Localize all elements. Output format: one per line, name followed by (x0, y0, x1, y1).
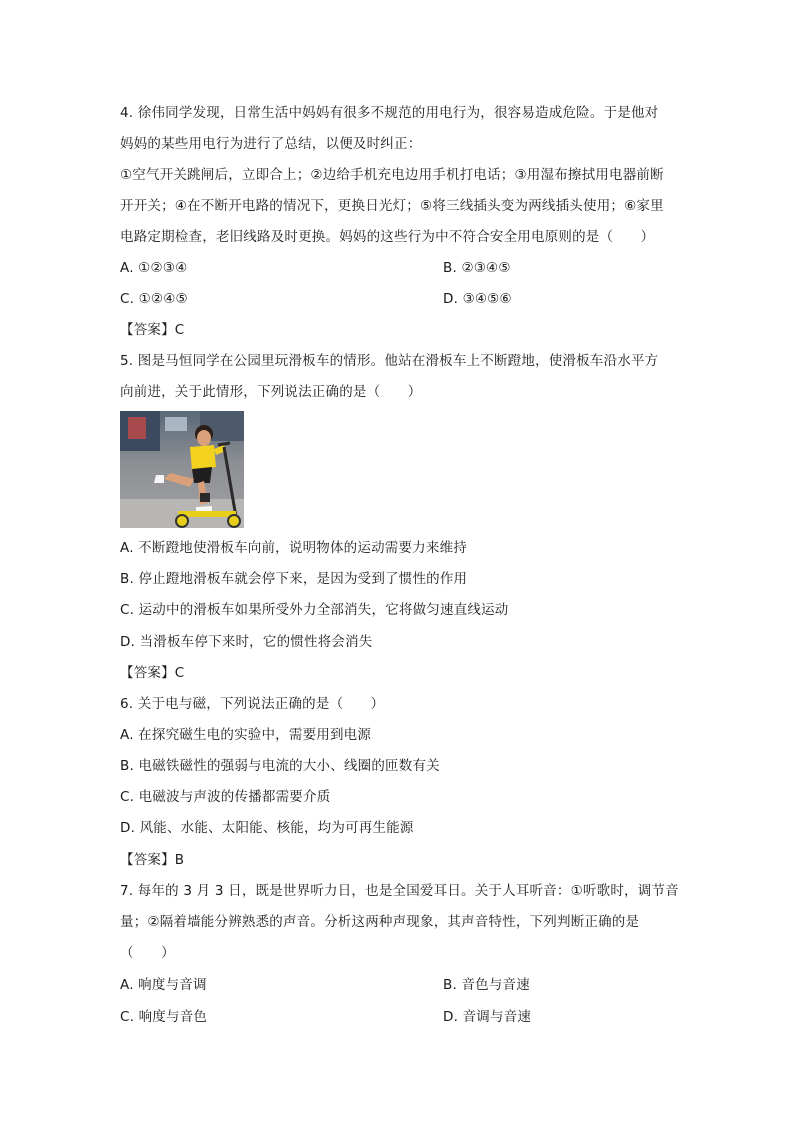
q4-stem-line-3: ①空气开关跳闸后，立即合上；②边给手机充电边用手机打电话；③用湿布擦拭用电器前断 (120, 167, 664, 183)
q7-stem-line-3: （ ） (120, 945, 175, 961)
q5-stem-line-1: 5. 图是马恒同学在公园里玩滑板车的情形。他站在滑板车上不断蹬地，使滑板车沿水平方 (120, 353, 659, 369)
scooter-photo (120, 411, 244, 528)
q5-option-b: B. 停止蹬地滑板车就会停下来，是因为受到了惯性的作用 (120, 571, 468, 587)
q5-stem-line-2: 向前进，关于此情形，下列说法正确的是（ ） (120, 384, 422, 400)
q6-option-b: B. 电磁铁磁性的强弱与电流的大小、线圈的匝数有关 (120, 758, 440, 774)
q6-option-d: D. 风能、水能、太阳能、核能，均为可再生能源 (120, 820, 414, 836)
q4-option-d: D. ③④⑤⑥ (443, 291, 512, 307)
q4-option-c: C. ①②④⑤ (120, 291, 188, 307)
q7-option-b: B. 音色与音速 (443, 977, 530, 993)
q5-option-a: A. 不断蹬地使滑板车向前，说明物体的运动需要力来维持 (120, 540, 467, 556)
q4-stem-line-1: 4. 徐伟同学发现，日常生活中妈妈有很多不规范的用电行为，很容易造成危险。于是他对 (120, 105, 659, 121)
q4-stem-line-4: 开开关；④在不断开电路的情况下，更换日光灯；⑤将三线插头变为两线插头使用；⑥家里 (120, 198, 664, 214)
q7-option-d: D. 音调与音速 (443, 1009, 532, 1025)
q6-option-a: A. 在探究磁生电的实验中，需要用到电源 (120, 727, 372, 743)
q7-option-c: C. 响度与音色 (120, 1009, 208, 1025)
q4-option-a: A. ①②③④ (120, 260, 188, 276)
q6-stem-line-1: 6. 关于电与磁，下列说法正确的是（ ） (120, 696, 385, 712)
q6-answer: 【答案】B (120, 852, 185, 868)
q4-answer: 【答案】C (120, 322, 185, 338)
q5-option-c: C. 运动中的滑板车如果所受外力全部消失，它将做匀速直线运动 (120, 602, 509, 618)
q4-stem-line-5: 电路定期检查，老旧线路及时更换。妈妈的这些行为中不符合安全用电原则的是（ ） (120, 229, 655, 245)
child-on-scooter-image (120, 411, 244, 528)
q5-option-d: D. 当滑板车停下来时，它的惯性将会消失 (120, 634, 373, 650)
q7-stem-line-1: 7. 每年的 3 月 3 日，既是世界听力日，也是全国爱耳日。关于人耳听音：①听歌时，调节音 (120, 883, 679, 899)
q6-option-c: C. 电磁波与声波的传播都需要介质 (120, 789, 331, 805)
q4-stem-line-2: 妈妈的某些用电行为进行了总结，以便及时纠正： (120, 136, 422, 152)
q7-option-a: A. 响度与音调 (120, 977, 207, 993)
q4-option-b: B. ②③④⑤ (443, 260, 511, 276)
q7-stem-line-2: 量；②隔着墙能分辨熟悉的声音。分析这两种声现象，其声音特性，下列判断正确的是 (120, 914, 640, 930)
q5-answer: 【答案】C (120, 665, 185, 681)
